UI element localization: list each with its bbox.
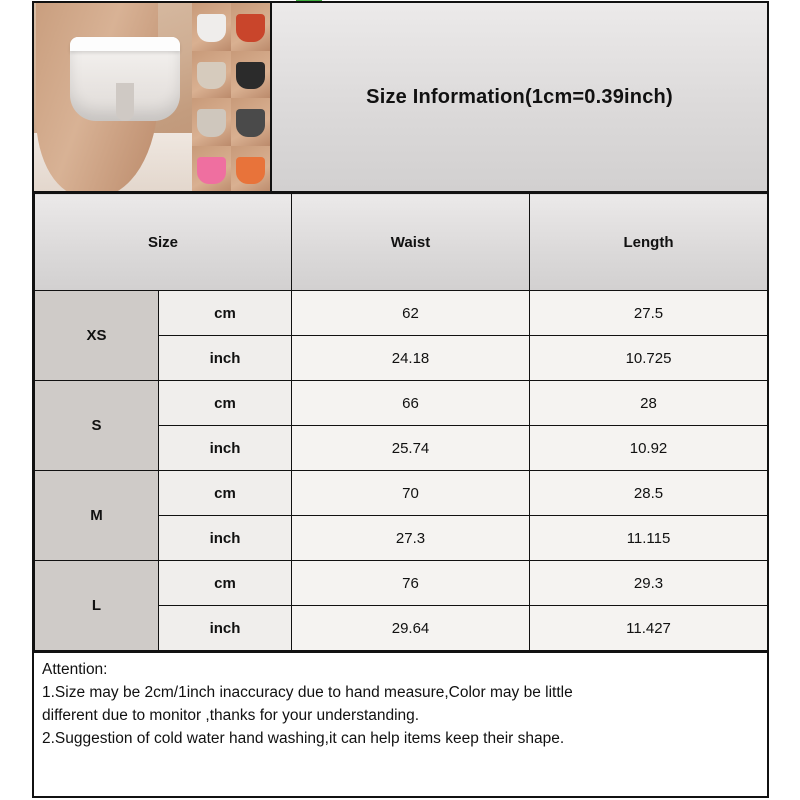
table-row bbox=[35, 561, 768, 606]
waist-value: 24.18 bbox=[292, 336, 530, 381]
length-value: 27.5 bbox=[530, 291, 768, 336]
size-label-xs: XS bbox=[35, 291, 159, 381]
table-row bbox=[35, 381, 768, 426]
header-row bbox=[34, 3, 767, 193]
unit-cell: inch bbox=[159, 426, 292, 471]
length-value: 29.3 bbox=[530, 561, 768, 606]
swatch-item bbox=[231, 98, 270, 146]
unit-cell: cm bbox=[159, 471, 292, 516]
page-title: Size Information(1cm=0.39inch) bbox=[366, 85, 673, 108]
size-label-s: S bbox=[35, 381, 159, 471]
table-header-row bbox=[35, 194, 768, 291]
length-value: 11.115 bbox=[530, 516, 768, 561]
attention-line-3: 2.Suggestion of cold water hand washing,it can help items keep their shape. bbox=[42, 730, 565, 747]
unit-cell: inch bbox=[159, 606, 292, 651]
waist-value: 62 bbox=[292, 291, 530, 336]
swatch-item bbox=[192, 98, 231, 146]
unit-cell: cm bbox=[159, 291, 292, 336]
size-chart-sheet bbox=[32, 1, 769, 798]
column-header-waist: Waist bbox=[292, 194, 530, 291]
swatch-item bbox=[231, 3, 270, 51]
length-value: 11.427 bbox=[530, 606, 768, 651]
waist-value: 29.64 bbox=[292, 606, 530, 651]
color-swatch-grid bbox=[192, 3, 270, 191]
length-value: 28 bbox=[530, 381, 768, 426]
size-label-m: M bbox=[35, 471, 159, 561]
length-value: 10.92 bbox=[530, 426, 768, 471]
waist-value: 27.3 bbox=[292, 516, 530, 561]
attention-line-2: different due to monitor ,thanks for your understanding. bbox=[42, 707, 420, 724]
unit-cell: inch bbox=[159, 336, 292, 381]
length-value: 28.5 bbox=[530, 471, 768, 516]
unit-cell: inch bbox=[159, 516, 292, 561]
attention-line-1: 1.Size may be 2cm/1inch inaccuracy due to hand measure,Color may be little bbox=[42, 684, 573, 701]
attention-section bbox=[34, 651, 767, 796]
waist-value: 25.74 bbox=[292, 426, 530, 471]
swatch-item bbox=[192, 51, 231, 99]
waist-value: 76 bbox=[292, 561, 530, 606]
unit-cell: cm bbox=[159, 381, 292, 426]
swatch-item bbox=[231, 146, 270, 192]
column-header-length: Length bbox=[530, 194, 768, 291]
size-table bbox=[34, 193, 768, 651]
waist-value: 70 bbox=[292, 471, 530, 516]
attention-heading: Attention: bbox=[42, 661, 108, 678]
table-row bbox=[35, 471, 768, 516]
table-row bbox=[35, 291, 768, 336]
swatch-item bbox=[192, 3, 231, 51]
swatch-item bbox=[192, 146, 231, 192]
product-photo-cell bbox=[34, 3, 272, 191]
waist-value: 66 bbox=[292, 381, 530, 426]
length-value: 10.725 bbox=[530, 336, 768, 381]
size-label-l: L bbox=[35, 561, 159, 651]
title-cell bbox=[272, 3, 767, 191]
column-header-size: Size bbox=[35, 194, 292, 291]
swatch-item bbox=[231, 51, 270, 99]
unit-cell: cm bbox=[159, 561, 292, 606]
